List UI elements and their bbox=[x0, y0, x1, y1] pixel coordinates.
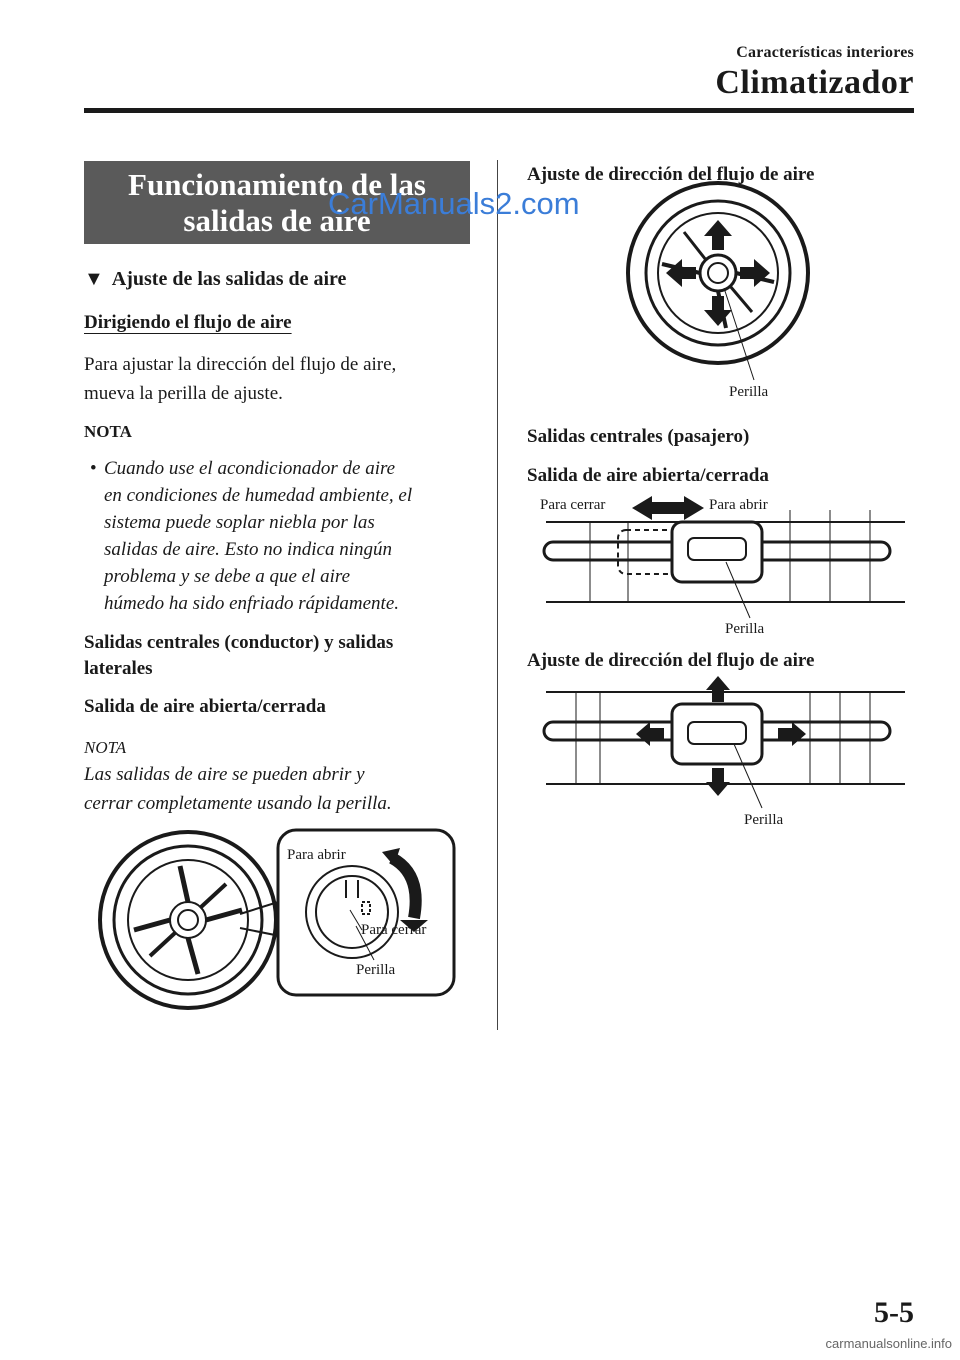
note-label: NOTA bbox=[84, 422, 132, 441]
heading-open-close-passenger: Salida de aire abierta/cerrada bbox=[527, 465, 769, 486]
heading-marker-icon: ▼ bbox=[84, 268, 104, 290]
heading-direction-1: Ajuste de dirección del flujo de aire bbox=[527, 164, 815, 185]
fig2-label-knob: Perilla bbox=[725, 621, 765, 637]
bullet-line: en condiciones de humedad ambiente, el bbox=[104, 485, 413, 506]
bullet-line: húmedo ha sido enfriado rápidamente. bbox=[104, 593, 400, 614]
heading-center-lateral-line-2: laterales bbox=[84, 658, 153, 679]
heading-center-lateral bbox=[84, 630, 393, 682]
heading-text: Ajuste de las salidas de aire bbox=[111, 268, 347, 290]
bullet-line: problema y se debe a que el aire bbox=[104, 566, 351, 587]
banner-line-1: Funcionamiento de las bbox=[128, 167, 426, 202]
label-close: Para cerrar bbox=[361, 922, 427, 938]
note-label-2: NOTA bbox=[84, 738, 127, 757]
note-2-text bbox=[84, 760, 392, 818]
fig3-label-knob: Perilla bbox=[744, 812, 784, 828]
bullet-line: Cuando use el acondicionador de aire bbox=[104, 458, 396, 479]
header-rule bbox=[84, 108, 914, 113]
note-2-line-2: cerrar completamente usando la perilla. bbox=[84, 793, 392, 814]
page-number: 5-5 bbox=[874, 1296, 914, 1329]
rectangular-vent-direction-figure bbox=[540, 672, 910, 812]
note-bullet bbox=[90, 455, 476, 617]
note-2-line-1: Las salidas de aire se pueden abrir y bbox=[84, 764, 365, 785]
bullet-icon: • bbox=[90, 458, 97, 479]
fig2-label-open: Para abrir bbox=[709, 497, 768, 513]
paragraph-1-line-1: Para ajustar la dirección del flujo de aire, bbox=[84, 354, 397, 375]
paragraph-1-line-2: mueva la perilla de ajuste. bbox=[84, 383, 283, 404]
bullet-line: sistema puede soplar niebla por las bbox=[104, 512, 375, 533]
watermark: CarManuals2.com bbox=[328, 186, 580, 221]
subheading-direction: Dirigiendo el flujo de aire bbox=[84, 312, 292, 333]
banner-line-2: salidas de aire bbox=[183, 203, 371, 238]
heading-open-close: Salida de aire abierta/cerrada bbox=[84, 696, 326, 717]
heading-center-lateral-line-1: Salidas centrales (conductor) y salidas bbox=[84, 632, 394, 653]
column-divider bbox=[497, 160, 498, 1030]
fig1-label-knob: Perilla bbox=[729, 384, 769, 400]
fig2-label-close: Para cerrar bbox=[540, 497, 606, 513]
bullet-line: salidas de aire. Esto no indica ningún bbox=[104, 539, 392, 560]
heading-direction-2: Ajuste de dirección del flujo de aire bbox=[527, 650, 815, 671]
round-vent-direction-figure bbox=[626, 200, 816, 390]
label-open: Para abrir bbox=[287, 847, 346, 863]
section-title: Características interiores bbox=[736, 44, 914, 61]
label-knob: Perilla bbox=[356, 962, 396, 978]
footer-site: carmanualsonline.info bbox=[825, 1336, 952, 1351]
chapter-title: Climatizador bbox=[715, 64, 914, 101]
heading-adjust-vents bbox=[84, 268, 346, 291]
heading-passenger: Salidas centrales (pasajero) bbox=[527, 426, 750, 447]
paragraph-1 bbox=[84, 350, 474, 408]
